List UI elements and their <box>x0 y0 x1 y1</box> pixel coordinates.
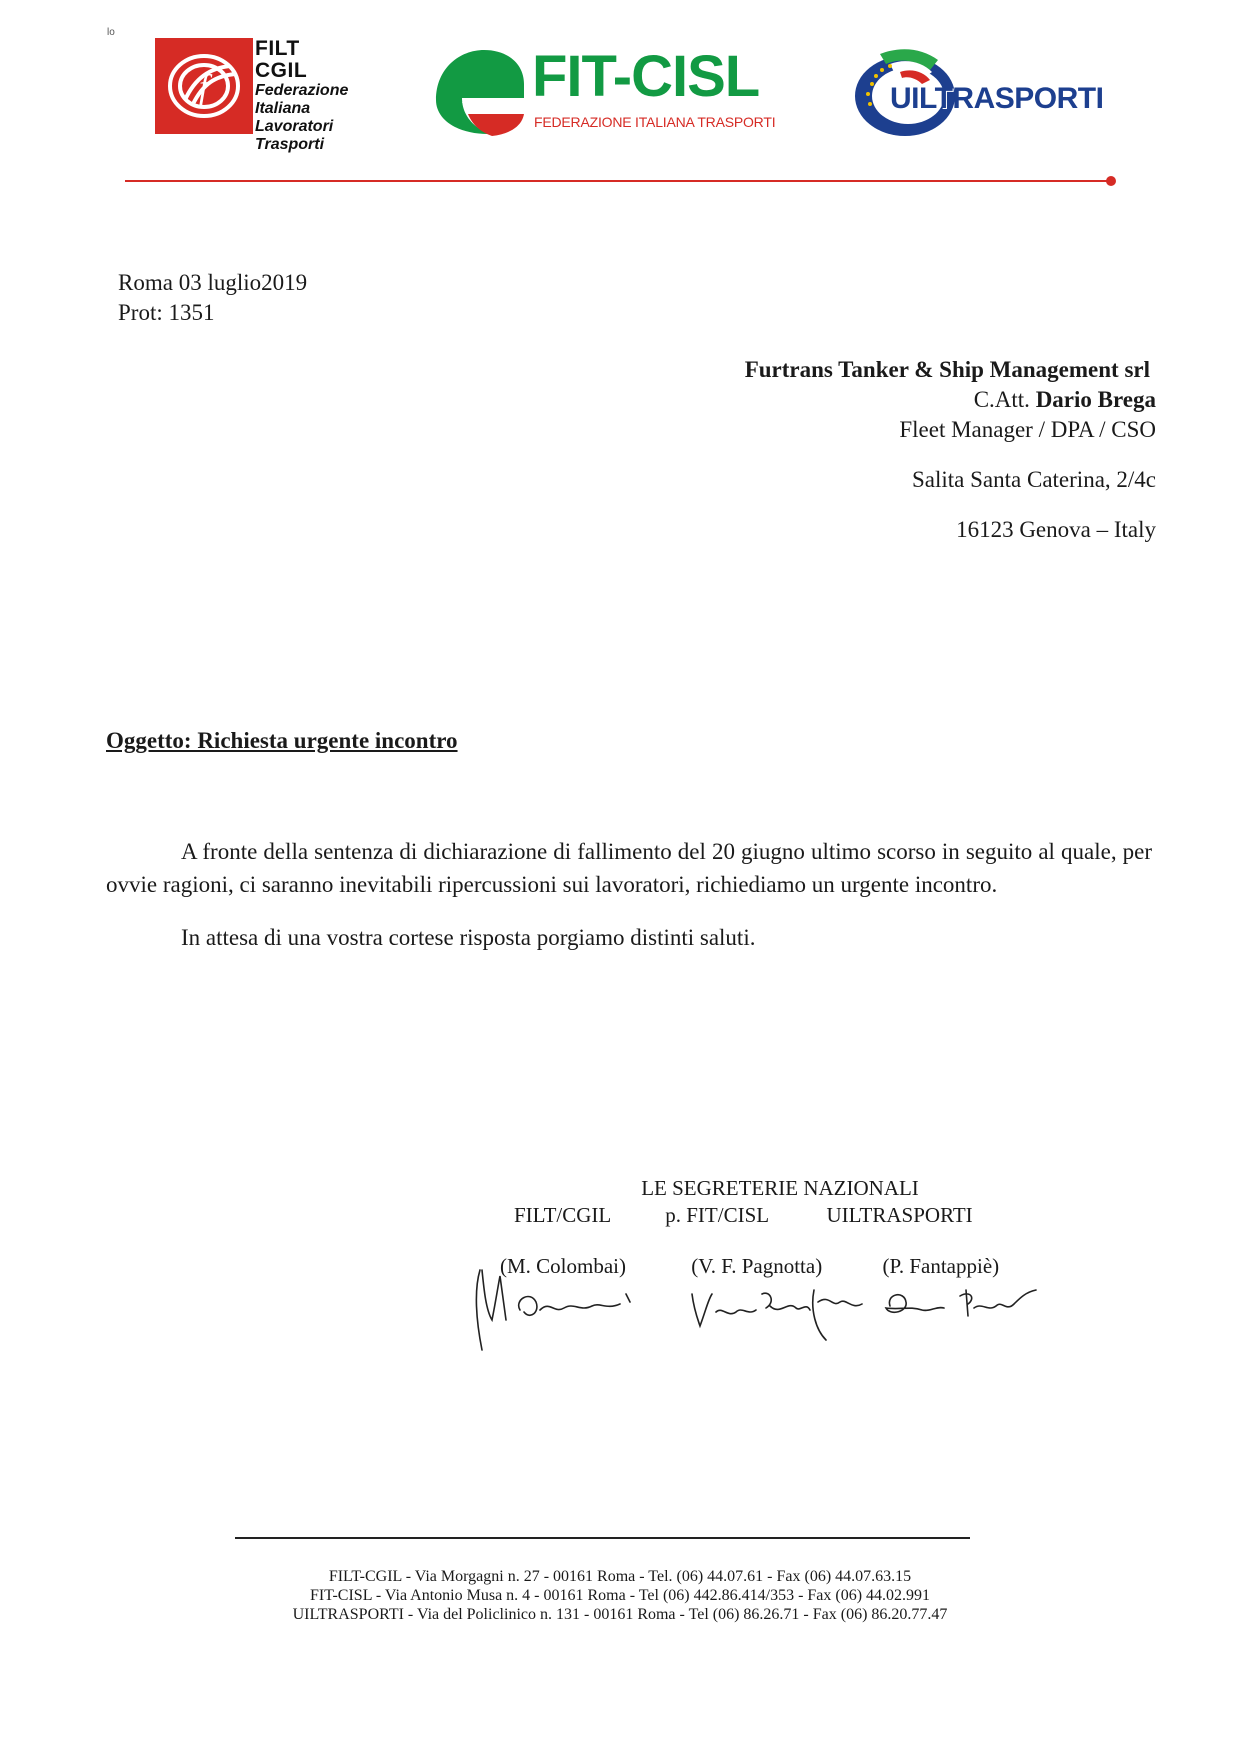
signatures-orgs <box>514 1202 973 1229</box>
uiltrasporti-logo <box>850 44 1130 140</box>
fit-cisl-subtitle: FEDERAZIONE ITALIANA TRASPORTI <box>534 114 776 130</box>
handwritten-signatures <box>470 1250 1070 1360</box>
recipient-attention <box>745 385 1156 415</box>
recipient-street: Salita Santa Caterina, 2/4c <box>912 467 1156 492</box>
recipient-block <box>745 355 1156 545</box>
sig-org: UILTRASPORTI <box>826 1203 973 1227</box>
footer-line: FILT-CGIL - Via Morgagni n. 27 - 00161 Roma - Tel. (06) 44.07.61 - Fax (06) 44.07.63.15 <box>328 1568 912 1585</box>
attention-prefix: C.Att. <box>973 387 1030 412</box>
header-divider-dot <box>1106 176 1116 186</box>
signature-colombai <box>476 1270 630 1350</box>
body-paragraph: In attesa di una vostra cortese risposta porgiamo distinti saluti. <box>181 925 756 950</box>
recipient-company: Furtrans Tanker & Ship Management srl <box>744 357 1150 382</box>
uiltrasporti-title: UILTRASPORTI <box>890 82 1104 115</box>
letter-subject: Oggetto: Richiesta urgente incontro <box>106 728 458 753</box>
recipient-role: Fleet Manager / DPA / CSO <box>899 417 1156 442</box>
recipient-city: 16123 Genova – Italy <box>956 517 1156 542</box>
filt-cgil-logo <box>155 37 355 153</box>
sig-org: p. FIT/CISL <box>665 1203 770 1227</box>
filt-line: Federazione <box>255 82 349 99</box>
filt-line: Trasporti <box>255 136 325 153</box>
footer-divider <box>235 1537 970 1539</box>
body-paragraph: A fronte della sentenza di dichiarazione di fallimento del 20 giugno ultimo scorso in seguito al quale, per ovvie ragioni, ci saranno inevitabili ripercussioni sui lavoratori, richiediamo un urgente incontro. <box>106 839 1152 897</box>
sig-org: FILT/CGIL <box>514 1203 612 1227</box>
attention-name: Dario Brega <box>1035 387 1156 412</box>
letter-protocol: Prot: 1351 <box>118 300 215 325</box>
footer-line: FIT-CISL - Via Antonio Musa n. 4 - 00161 Roma - Tel (06) 442.86.414/353 - Fax (06) 44.02.991 <box>309 1587 931 1604</box>
signature-pagnotta <box>692 1290 862 1340</box>
sig-name: (V. F. Pagnotta) <box>691 1254 823 1278</box>
filt-title: FILT CGIL <box>255 37 308 82</box>
corner-mark: lo <box>107 27 115 38</box>
svg-text:f: f <box>199 69 209 106</box>
letter-date: Roma 03 luglio2019 <box>118 270 308 295</box>
filt-text-block <box>255 38 355 154</box>
footer <box>150 1567 1090 1624</box>
letter-body <box>106 835 1152 954</box>
filt-line: Italiana <box>255 100 311 117</box>
footer-line: UILTRASPORTI - Via del Policlinico n. 131 - 00161 Roma - Tel (06) 86.26.71 - Fax (06) 86.20.77.47 <box>292 1606 948 1623</box>
fit-cisl-logo <box>432 44 782 140</box>
signatures-heading: LE SEGRETERIE NAZIONALI <box>641 1176 919 1200</box>
filt-line: Lavoratori <box>255 118 334 135</box>
filt-emblem-icon <box>155 38 253 134</box>
signature-fantappie <box>886 1290 1036 1316</box>
sig-name: (M. Colombai) <box>500 1254 626 1278</box>
sig-name: (P. Fantappiè) <box>882 1254 1000 1278</box>
header-divider <box>125 180 1111 182</box>
fit-cisl-title: FIT-CISL <box>532 44 760 109</box>
fit-cisl-emblem-icon <box>432 48 528 138</box>
